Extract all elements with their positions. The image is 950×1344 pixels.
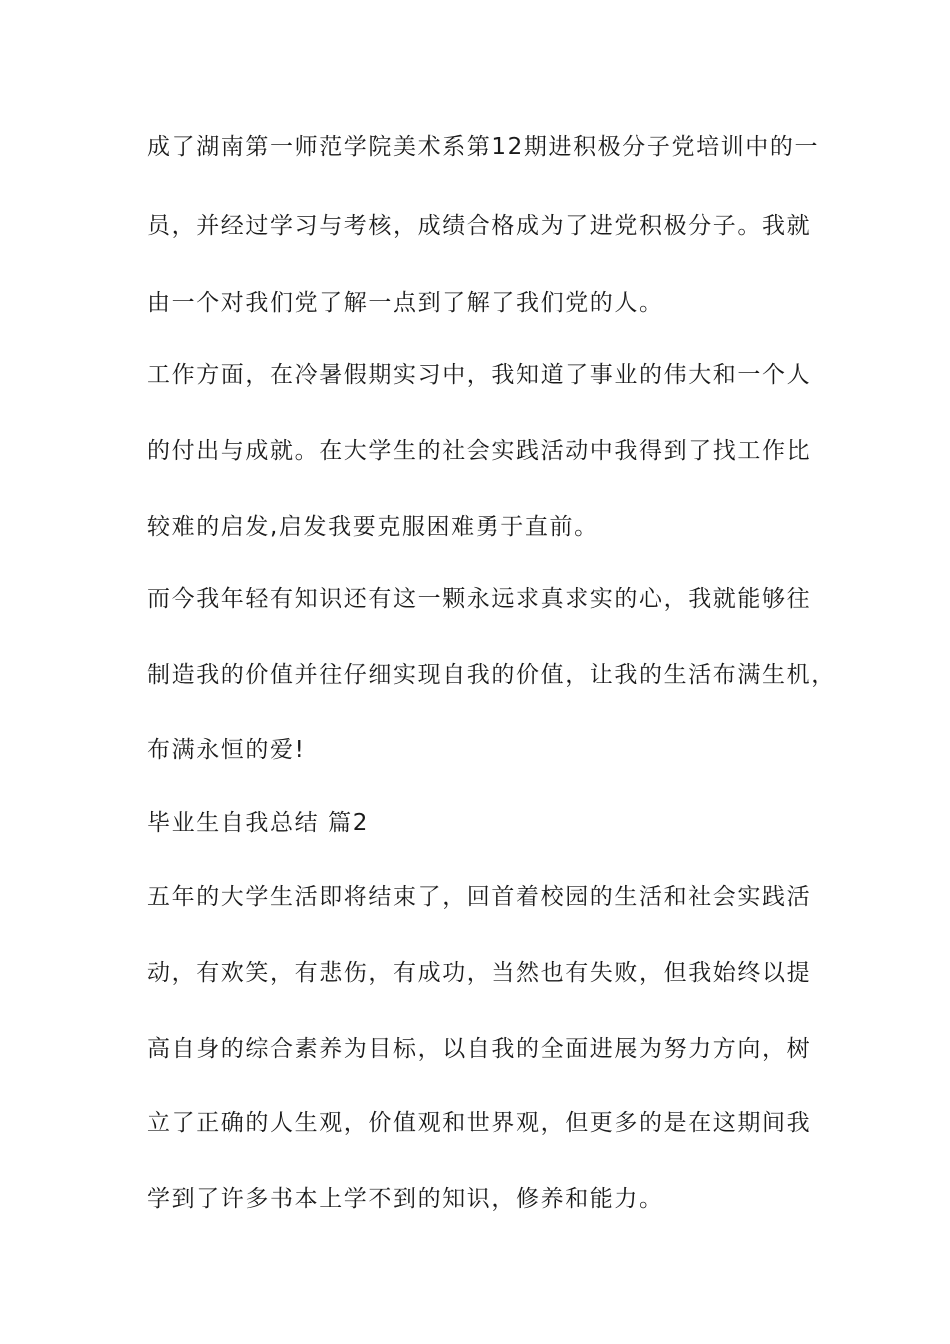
paragraph-line: 较难的启发,启发我要克服困难勇于直前。 xyxy=(147,514,599,540)
paragraph-line: 员，并经过学习与考核，成绩合格成为了进党积极分子。我就 xyxy=(147,213,812,239)
paragraph-line: 立了正确的人生观，价值观和世界观，但更多的是在这期间我 xyxy=(147,1110,812,1136)
paragraph-line: 而今我年轻有知识还有这一颗永远求真求实的心，我就能够往 xyxy=(147,586,812,612)
paragraph-line: 五年的大学生活即将结束了，回首着校园的生活和社会实践活 xyxy=(147,884,812,910)
paragraph-line: 工作方面，在冷暑假期实习中，我知道了事业的伟大和一个人 xyxy=(147,362,812,388)
paragraph-line: 动，有欢笑，有悲伤，有成功，当然也有失败，但我始终以提 xyxy=(147,960,812,986)
paragraph-line: 布满永恒的爱! xyxy=(147,737,306,763)
paragraph-line: 的付出与成就。在大学生的社会实践活动中我得到了找工作比 xyxy=(147,438,812,464)
section-heading: 毕业生自我总结 篇2 xyxy=(147,810,369,836)
paragraph-line: 高自身的综合素养为目标，以自我的全面进展为努力方向，树 xyxy=(147,1036,812,1062)
paragraph-line: 学到了许多书本上学不到的知识，修养和能力。 xyxy=(147,1186,664,1212)
paragraph-line: 由一个对我们党了解一点到了解了我们党的人。 xyxy=(147,290,664,316)
paragraph-line: 制造我的价值并往仔细实现自我的价值，让我的生活布满生机， xyxy=(147,662,836,688)
paragraph-line: 成了湖南第一师范学院美术系第12期进积极分子党培训中的一 xyxy=(147,134,820,160)
